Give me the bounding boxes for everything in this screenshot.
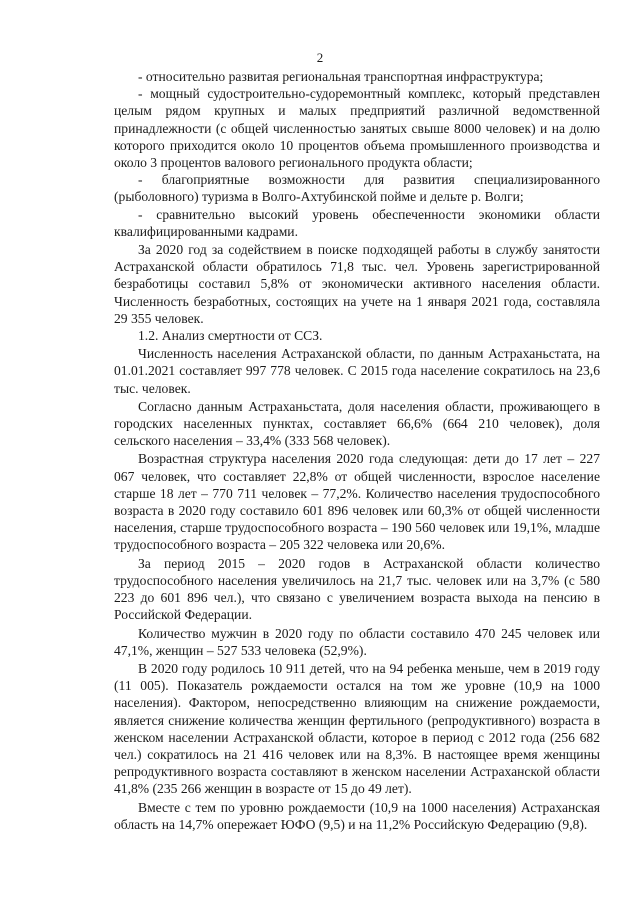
paragraph-birth-rate-comparison: Вместе с тем по уровню рождаемости (10,9 на 1000 населения) Астраханская область на 14,7% опережает ЮФО (9,5) и на 11,2% Российскую Федерацию (9,8). [114,799,600,832]
paragraph-shipbuilding: - мощный судостроительно-судоремонтный комплекс, который представлен целым рядом крупных и малых предприятий различной ведомственной принадлежности (с общей численностью занятых свыше 8000 человек) и на долю которого приходится около 10 процентов объема промышленного производства и около 3 процентов валового регионального продукта области; [114,86,600,171]
paragraph-births: В 2020 году родилось 10 911 детей, что на 94 ребенка меньше, чем в 2019 году (11 005). Показатель рождаемости остался на том же уровне (10,9 на 1000 населения). Фактором, непосредственно влияющим на снижение рождаемости, является снижение количества женщин фертильного (репродуктивного) возраста в женском населении Астраханской области, которое в период с 2012 года (256 682 чел.) сократилось на 21 416 человек или на 8,3%. В настоящее время женщины репродуктивного возраста составляют в женском населении Астраханской области 41,8% (235 266 женщин в возрасте от 15 до 49 лет). [114,660,600,797]
paragraph-gender: Количество мужчин в 2020 году по области составило 470 245 человек или 47,1%, женщин – 527 533 человека (52,9%). [114,625,600,658]
paragraph-working-age: За период 2015 – 2020 годов в Астраханской области количество трудоспособного населения увеличилось на 21,7 тыс. человек или на 3,7% (с 580 223 до 601 896 чел.), что связано с увеличением возраста выхода на пенсию в Российской Федерации. [114,555,600,623]
paragraph-age-structure: Возрастная структура населения 2020 года следующая: дети до 17 лет – 227 067 человек, что составляет 22,8% от общей численности, взрослое население старше 18 лет – 770 711 человек – 77,2%. Количество населения трудоспособного возраста в 2020 году составило 601 896 человек или 60,3% от общей численности населения, старше трудоспособного возраста – 190 560 человек или 19,1%, младше трудоспособного возраста – 205 322 человека или 20,6%. [114,451,600,553]
paragraph-tourism: - благоприятные возможности для развития специализированного (рыболовного) туризма в Волго-Ахтубинской пойме и дельте р. Волги; [114,172,600,205]
paragraph-employment: За 2020 год за содействием в поиске подходящей работы в службу занятости Астраханской области обратилось 71,8 тыс. чел. Уровень зарегистрированной безработицы составил 5,8% от экономически активного населения области. Численность безработных, состоящих на учете на 1 января 2021 года, составляла 29 355 человек. [114,242,600,326]
paragraph-personnel: - сравнительно высокий уровень обеспеченности экономики области квалифицированными кадрами. [114,206,600,239]
paragraph-urban-rural: Согласно данным Астраханьстата, доля населения области, проживающего в городских населенных пунктах, составляет 66,6% (664 210 человек), доля сельского населения – 33,4% (333 568 человек). [114,398,600,449]
section-heading: 1.2. Анализ смертности от ССЗ. [138,328,323,344]
paragraph-transport: - относительно развитая региональная транспортная инфраструктура; [138,69,544,84]
page-number: 2 [316,50,324,65]
paragraph-population: Численность населения Астраханской области, по данным Астраханьстата, на 01.01.2021 составляет 997 778 человек. С 2015 года население сократилось на 23,6 тыс. человек. [114,346,600,396]
document-body [114,68,600,833]
